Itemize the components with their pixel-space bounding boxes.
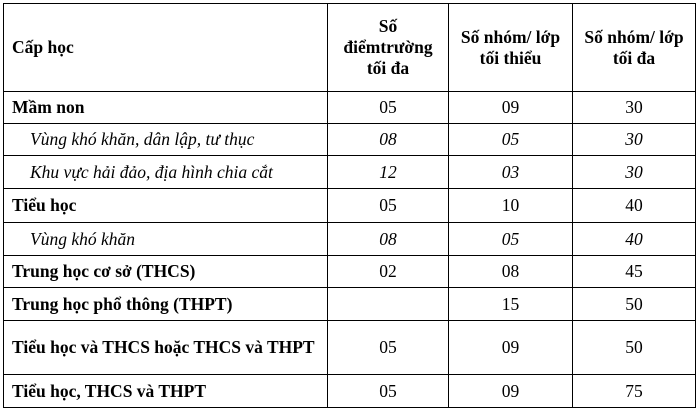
row-name: Vùng khó khăn, dân lập, tư thục: [4, 124, 328, 156]
table-row: [4, 321, 696, 375]
table-header-row: [4, 4, 696, 92]
header-cap-hoc: Cấp học: [4, 4, 328, 92]
table-row: [4, 256, 696, 288]
max-groups-cell: 40: [573, 223, 696, 256]
max-points-cell: 02: [328, 256, 449, 288]
min-groups-cell: 08: [449, 256, 573, 288]
max-points-cell: 08: [328, 124, 449, 156]
max-points-cell: 05: [328, 189, 449, 223]
row-name: Tiểu học: [4, 189, 328, 223]
row-name: Trung học cơ sở (THCS): [4, 256, 328, 288]
table-row: [4, 189, 696, 223]
max-points-cell: 05: [328, 92, 449, 124]
row-name: Vùng khó khăn: [4, 223, 328, 256]
max-points-cell: [328, 288, 449, 321]
min-groups-cell: 09: [449, 375, 573, 408]
max-groups-cell: 30: [573, 124, 696, 156]
max-groups-cell: 40: [573, 189, 696, 223]
header-min-groups: Số nhóm/ lớp tối thiểu: [449, 4, 573, 92]
row-name: Tiểu học và THCS hoặc THCS và THPT: [4, 321, 328, 375]
table-row: [4, 156, 696, 189]
max-groups-cell: 50: [573, 321, 696, 375]
school-level-table: [3, 3, 696, 408]
max-groups-cell: 75: [573, 375, 696, 408]
row-name: Mầm non: [4, 92, 328, 124]
max-groups-cell: 30: [573, 156, 696, 189]
min-groups-cell: 10: [449, 189, 573, 223]
table-row: [4, 92, 696, 124]
max-groups-cell: 30: [573, 92, 696, 124]
max-points-cell: 05: [328, 321, 449, 375]
max-points-cell: 12: [328, 156, 449, 189]
min-groups-cell: 09: [449, 321, 573, 375]
row-name: Tiểu học, THCS và THPT: [4, 375, 328, 408]
max-groups-cell: 50: [573, 288, 696, 321]
header-max-groups: Số nhóm/ lớp tối đa: [573, 4, 696, 92]
max-groups-cell: 45: [573, 256, 696, 288]
row-name: Trung học phổ thông (THPT): [4, 288, 328, 321]
table-row: [4, 375, 696, 408]
table-row: [4, 223, 696, 256]
min-groups-cell: 05: [449, 223, 573, 256]
max-points-cell: 05: [328, 375, 449, 408]
min-groups-cell: 03: [449, 156, 573, 189]
table-row: [4, 124, 696, 156]
table-row: [4, 288, 696, 321]
header-max-points: Số điểmtrường tối đa: [328, 4, 449, 92]
min-groups-cell: 15: [449, 288, 573, 321]
row-name: Khu vực hải đảo, địa hình chia cắt: [4, 156, 328, 189]
min-groups-cell: 05: [449, 124, 573, 156]
min-groups-cell: 09: [449, 92, 573, 124]
max-points-cell: 08: [328, 223, 449, 256]
